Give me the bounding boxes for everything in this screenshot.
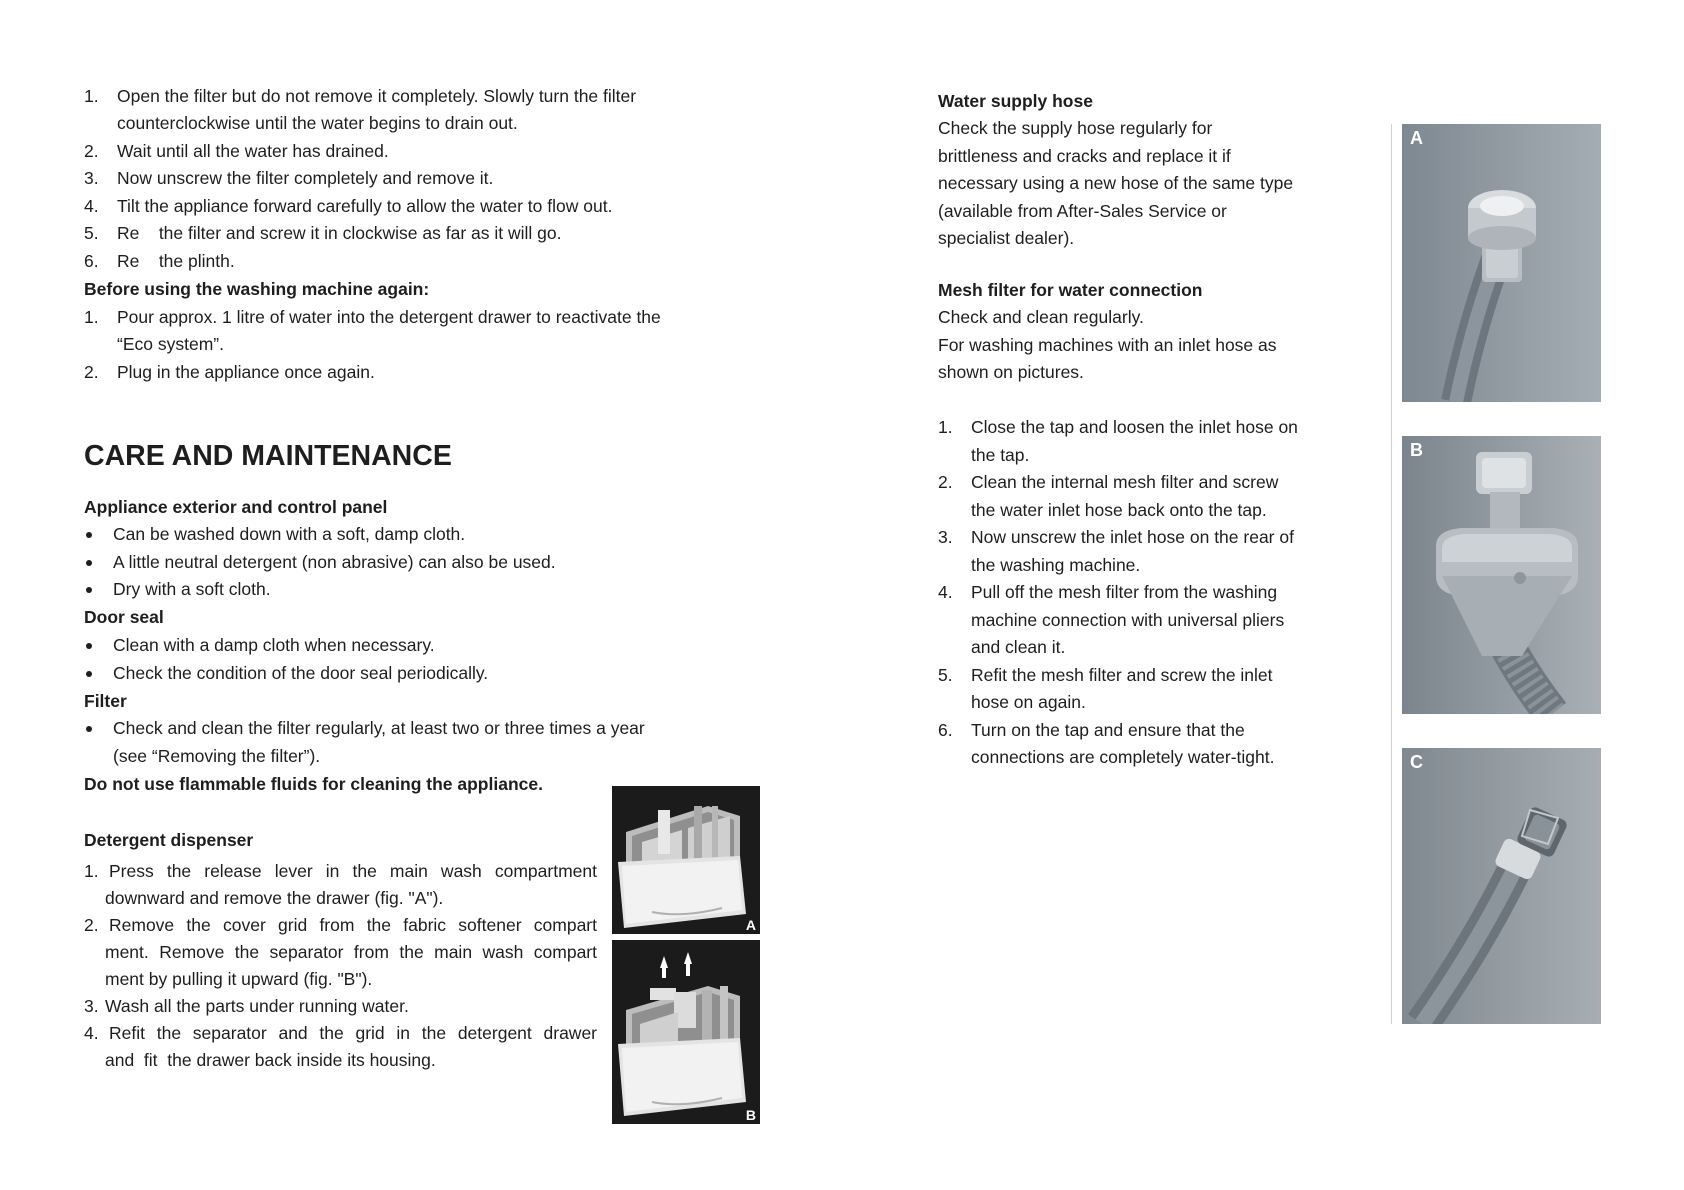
list-item: Can be washed down with a soft, damp cloth. [113,524,466,544]
list-number: 1. [84,861,99,881]
list-number: 4. [938,582,953,602]
list-item-text: Plug in the appliance once again. [117,362,375,382]
list-item-text: Close the tap and loosen the inlet hose on [971,417,1298,437]
list-item-text: the water inlet hose back onto the tap. [971,500,1267,520]
list-item-text: Pour approx. 1 litre of water into the detergent drawer to reactivate the [117,307,661,327]
photo-label: A [1410,128,1423,148]
list-number: 1. [938,417,953,437]
list-number: 2. [84,141,99,161]
list-item-text: Press the release lever in the main wash compartment [109,861,597,881]
list-item-text: ment by pulling it upward (fig. "B"). [105,969,373,989]
aquastop-valve-photo-icon [1402,436,1601,714]
list-item-text: counterclockwise until the water begins to drain out. [117,113,518,133]
photo-label: B [1410,440,1423,460]
bullet-icon [86,643,92,649]
hose-connector-photo-icon [1402,124,1601,402]
hose-mesh-filter-photo-icon [1402,748,1601,1024]
bullet-icon [86,560,92,566]
list-number: 2. [84,915,99,935]
list-number: 5. [938,665,953,685]
list-item: Check and clean the filter regularly, at least two or three times a year [113,718,645,738]
hose-photo-a [1402,124,1601,402]
list-item-text: “Eco system”. [117,334,224,354]
paragraph-line: (available from After-Sales Service or [938,201,1227,221]
list-item-text: Now unscrew the filter completely and remove it. [117,168,494,188]
list-item-text: Wash all the parts under running water. [105,996,409,1016]
dispenser-heading: Detergent dispenser [84,830,254,850]
list-item: Clean with a damp cloth when necessary. [113,635,435,655]
filter-heading: Filter [84,691,127,711]
bullet-icon [86,587,92,593]
paragraph-line: Check the supply hose regularly for [938,118,1213,138]
list-number: 4. [84,1023,99,1043]
list-number: 1. [84,86,99,106]
list-item-text: Re the plinth. [117,251,235,271]
drawer-removed-figure-icon [612,786,760,934]
figure-label: B [745,1107,756,1123]
drawer-figure-b [612,940,760,1124]
drawer-figure-a [612,786,760,934]
list-item-text: Now unscrew the inlet hose on the rear of [971,527,1294,547]
column-divider [1391,124,1392,1024]
list-item-text: connections are completely water-tight. [971,747,1275,767]
warning-text: Do not use flammable fluids for cleaning the appliance. [84,774,543,794]
list-number: 3. [84,996,99,1016]
list-item-text: Remove the cover grid from the fabric softener compart [109,915,597,935]
list-number: 6. [84,251,99,271]
paragraph-line: specialist dealer). [938,228,1075,248]
list-item-text: Turn on the tap and ensure that the [971,720,1245,740]
list-number: 2. [938,472,953,492]
hose-photo-b [1402,436,1601,714]
bullet-icon [86,671,92,677]
list-item-text: the washing machine. [971,555,1141,575]
paragraph-line: brittleness and cracks and replace it if [938,146,1231,166]
list-number: 3. [84,168,99,188]
list-item-text: Open the filter but do not remove it completely. Slowly turn the filter [117,86,637,106]
exterior-heading: Appliance exterior and control panel [84,497,388,517]
list-item-text: Pull off the mesh filter from the washing [971,582,1278,602]
list-item-text: Refit the separator and the grid in the detergent drawer [109,1023,597,1043]
list-item: Check the condition of the door seal periodically. [113,663,489,683]
list-item-text: Wait until all the water has drained. [117,141,389,161]
paragraph-line: shown on pictures. [938,362,1084,382]
list-item-text: Refit the mesh filter and screw the inlet [971,665,1273,685]
section-title: CARE AND MAINTENANCE [84,440,452,472]
list-item-text: Re the filter and screw it in clockwise as far as it will go. [117,223,562,243]
drawer-separator-figure-icon [612,940,760,1124]
list-item-text: machine connection with universal pliers [971,610,1285,630]
mesh-filter-heading: Mesh filter for water connection [938,280,1203,300]
bullet-icon [86,726,92,732]
list-number: 3. [938,527,953,547]
list-item: Dry with a soft cloth. [113,579,271,599]
hose-photo-c [1402,748,1601,1024]
photo-label: C [1410,752,1423,772]
figure-label: A [745,917,756,933]
list-item: A little neutral detergent (non abrasive) can also be used. [113,552,556,572]
bullet-icon [86,532,92,538]
list-number: 4. [84,196,99,216]
list-item-text: and fit the drawer back inside its housing. [105,1050,436,1070]
list-item-text: Clean the internal mesh filter and screw [971,472,1279,492]
door-seal-heading: Door seal [84,607,164,627]
list-item-continuation: (see “Removing the filter”). [113,746,321,766]
list-item-text: downward and remove the drawer (fig. "A"). [105,888,444,908]
paragraph-line: necessary using a new hose of the same type [938,173,1294,193]
list-item-text: ment. Remove the separator from the main wash compart [105,942,597,962]
paragraph-line: Check and clean regularly. [938,307,1144,327]
paragraph-line: For washing machines with an inlet hose as [938,335,1277,355]
list-number: 2. [84,362,99,382]
list-item-text: and clean it. [971,637,1066,657]
list-number: 6. [938,720,953,740]
supply-hose-heading: Water supply hose [938,91,1093,111]
list-number: 5. [84,223,99,243]
before-use-heading: Before using the washing machine again: [84,279,430,299]
list-item-text: hose on again. [971,692,1086,712]
list-item-text: the tap. [971,445,1030,465]
list-number: 1. [84,307,99,327]
list-item-text: Tilt the appliance forward carefully to allow the water to flow out. [117,196,613,216]
